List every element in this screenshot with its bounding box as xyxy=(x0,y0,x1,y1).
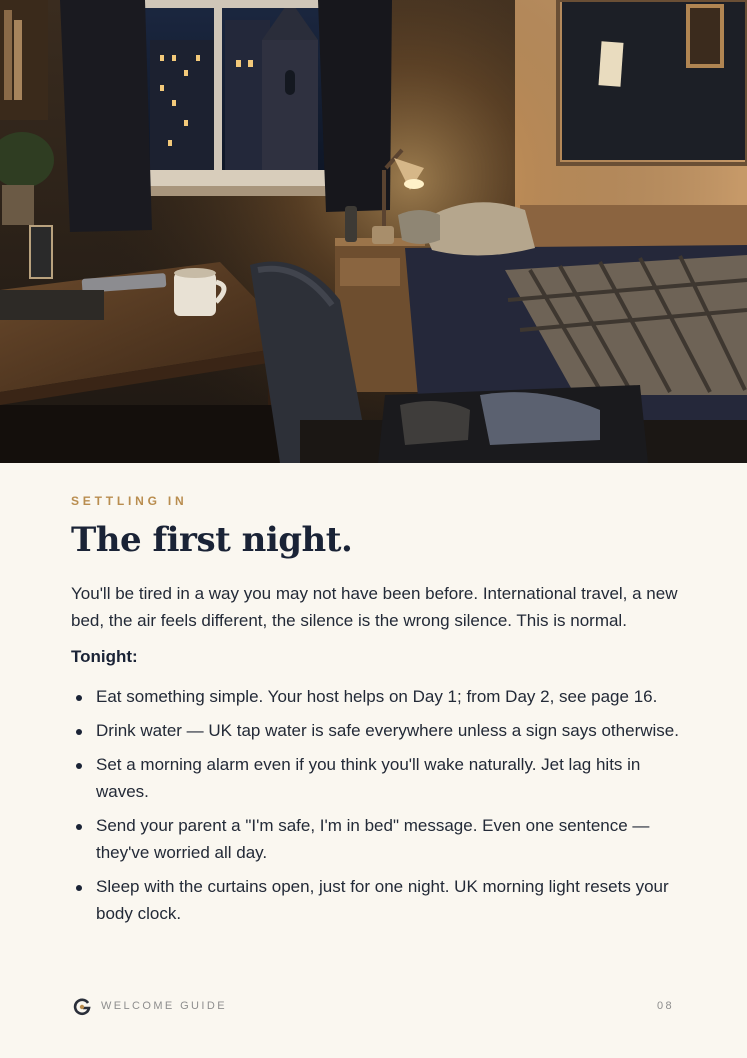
tip-text: Eat something simple. Your host helps on Day 1; from Day 2, see page 16. xyxy=(96,687,658,706)
list-item xyxy=(71,683,681,710)
bullet-icon xyxy=(76,729,82,735)
bullet-icon xyxy=(76,763,82,769)
bullet-icon xyxy=(76,885,82,891)
tip-text: Send your parent a "I'm safe, I'm in bed" message. Even one sentence — they've worried all day. xyxy=(96,816,650,862)
section-eyebrow: SETTLING IN xyxy=(71,494,188,508)
page-number: 08 xyxy=(656,1000,674,1012)
list-item xyxy=(71,812,681,866)
tip-text: Drink water — UK tap water is safe everywhere unless a sign says otherwise. xyxy=(96,721,679,740)
page-footer xyxy=(73,998,674,1016)
g-logo-icon xyxy=(73,998,91,1021)
bullet-icon xyxy=(76,824,82,830)
footer-brand: WELCOME GUIDE xyxy=(101,1000,227,1012)
tips-list xyxy=(71,683,681,927)
tonight-subheading: Tonight: xyxy=(71,647,138,666)
list-item xyxy=(71,873,681,927)
list-item xyxy=(71,717,681,744)
list-item xyxy=(71,751,681,805)
content-column xyxy=(71,463,681,934)
page-title: The first night. xyxy=(71,520,353,560)
intro-paragraph: You'll be tired in a way you may not have been before. International travel, a new bed, the air feels different, the silence is the wrong silence. This is normal. xyxy=(71,584,678,630)
bullet-icon xyxy=(76,695,82,701)
tip-text: Sleep with the curtains open, just for one night. UK morning light resets your body clock. xyxy=(96,877,669,923)
tip-text: Set a morning alarm even if you think you'll wake naturally. Jet lag hits in waves. xyxy=(96,755,641,801)
dorm-room-photo xyxy=(0,0,747,463)
